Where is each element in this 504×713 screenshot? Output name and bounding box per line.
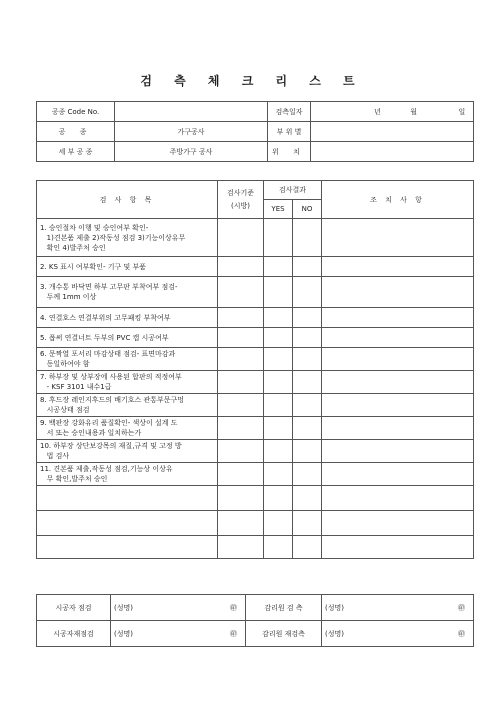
no-header: NO (293, 200, 322, 219)
action-cell[interactable] (322, 486, 474, 511)
standard-header-line1: 검사기준 (226, 188, 255, 197)
action-cell[interactable] (322, 417, 474, 440)
name-placeholder: (성명) (325, 629, 344, 638)
checklist-item-text: 4. 연결호스 연결부위의 고무패킹 부착여부 (37, 308, 218, 328)
result-header: 검사결과 (264, 181, 322, 200)
no-check-cell[interactable] (293, 219, 322, 257)
yes-check-cell[interactable] (264, 417, 293, 440)
yes-check-cell[interactable] (264, 257, 293, 277)
standard-cell[interactable] (218, 348, 264, 371)
standard-cell[interactable] (218, 328, 264, 348)
page-title: 검 측 체 크 리 스 트 (140, 74, 364, 88)
supervisor-check-label: 감리원 검 측 (246, 595, 322, 621)
checklist-row (37, 417, 474, 440)
no-check-cell[interactable] (293, 371, 322, 394)
detail-field[interactable]: 주방가구 공사 (115, 142, 268, 162)
yes-check-cell[interactable] (264, 348, 293, 371)
standard-cell[interactable] (218, 257, 264, 277)
supervisor-check-field[interactable] (322, 595, 474, 621)
yes-header: YES (264, 200, 293, 219)
standard-cell[interactable] (218, 536, 264, 559)
yes-check-cell[interactable] (264, 308, 293, 328)
checklist-item-text: 10. 하부장 상단보강목의 재질,규격 및 고정 방 법 검사 (37, 440, 218, 463)
yes-check-cell[interactable] (264, 328, 293, 348)
work-code-label: 공종 Code No. (37, 102, 115, 122)
standard-cell[interactable] (218, 219, 264, 257)
inspect-date-label: 검측일자 (268, 102, 311, 122)
name-placeholder: (성명) (114, 603, 133, 612)
signature-table (36, 594, 474, 647)
items-header: 검 사 항 목 (37, 181, 218, 219)
no-check-cell[interactable] (293, 440, 322, 463)
standard-cell[interactable] (218, 394, 264, 417)
name-placeholder: (성명) (325, 603, 344, 612)
action-cell[interactable] (322, 328, 474, 348)
checklist-row (37, 463, 474, 486)
checklist-row (37, 328, 474, 348)
date-year: 년 (374, 107, 381, 116)
standard-header-line2: (시방) (231, 201, 250, 210)
standard-cell[interactable] (218, 440, 264, 463)
standard-header (218, 181, 264, 219)
yes-check-cell[interactable] (264, 371, 293, 394)
checklist-row (37, 511, 474, 536)
yes-check-cell[interactable] (264, 394, 293, 417)
action-header: 조 치 사 항 (322, 181, 474, 219)
type-field[interactable]: 가구공사 (115, 122, 268, 142)
yes-check-cell[interactable] (264, 486, 293, 511)
seal-icon: ㊞ (230, 629, 237, 638)
seal-icon: ㊞ (458, 629, 465, 638)
no-check-cell[interactable] (293, 486, 322, 511)
action-cell[interactable] (322, 440, 474, 463)
info-table (36, 101, 474, 162)
action-cell[interactable] (322, 308, 474, 328)
checklist-item-text: 2. KS 표시 여부확인- 기구 및 부품 (37, 257, 218, 277)
checklist-row (37, 536, 474, 559)
yes-check-cell[interactable] (264, 440, 293, 463)
checklist-row (37, 308, 474, 328)
inspect-date-field[interactable] (311, 102, 474, 122)
action-cell[interactable] (322, 219, 474, 257)
action-cell[interactable] (322, 257, 474, 277)
name-placeholder: (성명) (114, 629, 133, 638)
no-check-cell[interactable] (293, 417, 322, 440)
yes-check-cell[interactable] (264, 277, 293, 308)
work-code-field[interactable] (115, 102, 268, 122)
checklist-row (37, 394, 474, 417)
checklist-item-text (37, 511, 218, 536)
standard-cell[interactable] (218, 486, 264, 511)
standard-cell[interactable] (218, 371, 264, 394)
checklist-table (36, 180, 474, 559)
action-cell[interactable] (322, 463, 474, 486)
standard-cell[interactable] (218, 277, 264, 308)
no-check-cell[interactable] (293, 511, 322, 536)
supervisor-recheck-label: 감리원 재검측 (246, 621, 322, 647)
contractor-recheck-label: 시공자재점검 (37, 621, 111, 647)
no-check-cell[interactable] (293, 394, 322, 417)
no-check-cell[interactable] (293, 536, 322, 559)
standard-cell[interactable] (218, 463, 264, 486)
yes-check-cell[interactable] (264, 536, 293, 559)
detail-label: 세 부 공 종 (37, 142, 115, 162)
contractor-check-label: 시공자 점검 (37, 595, 111, 621)
location-field[interactable] (311, 142, 474, 162)
no-check-cell[interactable] (293, 328, 322, 348)
checklist-row (37, 257, 474, 277)
standard-cell[interactable] (218, 417, 264, 440)
action-cell[interactable] (322, 348, 474, 371)
contractor-recheck-field[interactable] (111, 621, 246, 647)
action-cell[interactable] (322, 511, 474, 536)
yes-check-cell[interactable] (264, 463, 293, 486)
checklist-row (37, 348, 474, 371)
checklist-item-text: 11. 견본품 제출,작동성 점검,기능상 이상유 무 확인,발주처 승인 (37, 463, 218, 486)
part-label: 부 위 별 (268, 122, 311, 142)
checklist-item-text: 8. 후드장 레인지후드의 배기호스 관통부문구멍 시공상태 점검 (37, 394, 218, 417)
date-month: 월 (410, 107, 417, 116)
no-check-cell[interactable] (293, 277, 322, 308)
type-label: 공 종 (37, 122, 115, 142)
no-check-cell[interactable] (293, 348, 322, 371)
seal-icon: ㊞ (458, 603, 465, 612)
supervisor-recheck-field[interactable] (322, 621, 474, 647)
checklist-item-text: 6. 문짝열 포서리 마감상태 점검- 표면마감과 동일하여야 함 (37, 348, 218, 371)
location-label: 위 치 (268, 142, 311, 162)
checklist-rows (37, 219, 474, 559)
checklist-item-text: 7. 하부장 및 상부장에 사용된 합판의 적정여부 - KSF 3101 내수1급 (37, 371, 218, 394)
no-check-cell[interactable] (293, 463, 322, 486)
checklist-item-text (37, 536, 218, 559)
standard-cell[interactable] (218, 511, 264, 536)
no-check-cell[interactable] (293, 308, 322, 328)
checklist-row (37, 440, 474, 463)
action-cell[interactable] (322, 277, 474, 308)
no-check-cell[interactable] (293, 257, 322, 277)
yes-check-cell[interactable] (264, 511, 293, 536)
part-field[interactable] (311, 122, 474, 142)
contractor-check-field[interactable] (111, 595, 246, 621)
checklist-item-text (37, 486, 218, 511)
date-day: 일 (458, 107, 466, 116)
checklist-item-text: 3. 개수통 바닥면 하부 고무판 부착여부 점검- 두께 1mm 이상 (37, 277, 218, 308)
checklist-row (37, 219, 474, 257)
action-cell[interactable] (322, 394, 474, 417)
checklist-row (37, 486, 474, 511)
seal-icon: ㊞ (230, 603, 237, 612)
checklist-row (37, 277, 474, 308)
checklist-item-text: 9. 백판장 강화유리 품질확인- 색상이 설계 도 서 또는 승인내용과 일치하는가 (37, 417, 218, 440)
checklist-item-text: 1. 승인절차 이행 및 승인여부 확인- 1)견본품 제출 2)작동성 점검 3)기능이상유무 확인 4)발주처 승인 (37, 219, 218, 257)
checklist-row (37, 371, 474, 394)
action-cell[interactable] (322, 536, 474, 559)
yes-check-cell[interactable] (264, 219, 293, 257)
checklist-item-text: 5. 폽써 연결너트 두부의 PVC 캡 시공여부 (37, 328, 218, 348)
action-cell[interactable] (322, 371, 474, 394)
standard-cell[interactable] (218, 308, 264, 328)
